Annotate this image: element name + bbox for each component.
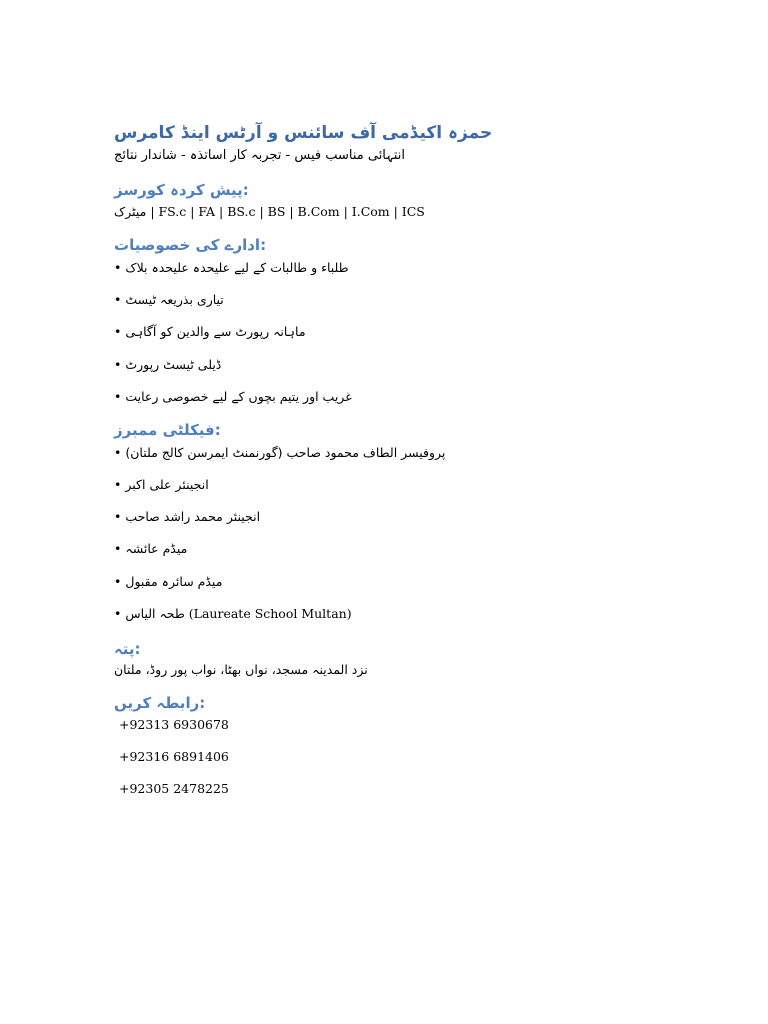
- feature-item: [114, 389, 352, 404]
- address-heading: پتہ:: [114, 640, 141, 658]
- feature-item: [114, 260, 349, 275]
- tagline: انتہائی مناسب فیس - تجربہ کار اساتذہ - شاندار نتائج: [114, 148, 406, 163]
- feature-item-text: طلباء و طالبات کے لیے علیحدہ علیحدہ بلاک: [125, 260, 349, 275]
- bullet-icon: •: [114, 445, 122, 460]
- bullet-icon: •: [114, 477, 122, 492]
- faculty-item: [114, 541, 187, 556]
- feature-item: [114, 357, 221, 372]
- phone-number: +92316 6891406: [119, 749, 229, 764]
- bullet-icon: •: [114, 541, 122, 556]
- faculty-item: [114, 606, 352, 621]
- bullet-icon: •: [114, 509, 122, 524]
- feature-item-text: ڈیلی ٹیسٹ رپورٹ: [125, 357, 222, 372]
- faculty-item: [114, 509, 260, 524]
- feature-item: [114, 292, 224, 307]
- faculty-item: [114, 477, 209, 492]
- faculty-item: [114, 445, 445, 460]
- faculty-item-text: انجینئر محمد راشد صاحب: [125, 509, 261, 524]
- courses-list: | FS.c | FA | BS.c | BS | B.Com | I.Com | ICS: [150, 204, 425, 219]
- bullet-icon: •: [114, 324, 122, 339]
- faculty-item-text: طحہ الیاس: [125, 606, 185, 621]
- courses-prefix: میٹرک: [114, 204, 147, 219]
- feature-item-text: ماہانہ رپورٹ سے والدین کو آگاہی: [125, 324, 306, 339]
- faculty-item-text: انجینئر علی اکبر: [125, 477, 209, 492]
- courses-heading: پیش کردہ کورسز:: [114, 181, 249, 199]
- features-heading: ادارے کی خصوصیات:: [114, 236, 267, 254]
- contact-heading: رابطہ کریں:: [114, 694, 206, 712]
- bullet-icon: •: [114, 292, 122, 307]
- feature-item-text: غریب اور یتیم بچوں کے لیے خصوصی رعایت: [125, 389, 352, 404]
- courses-line: [114, 204, 425, 219]
- faculty-item-text: میڈم عائشہ: [125, 541, 188, 556]
- bullet-icon: •: [114, 260, 122, 275]
- bullet-icon: •: [114, 574, 122, 589]
- faculty-item-text: پروفیسر الطاف محمود صاحب (گورنمنٹ ایمرسن کالج ملتان): [125, 445, 446, 460]
- address-text: نزد المدینہ مسجد، نواں بھٹا، نواب پور روڈ، ملتان: [114, 662, 368, 677]
- faculty-item: [114, 574, 222, 589]
- feature-item-text: تیاری بذریعہ ٹیسٹ: [125, 292, 224, 307]
- phone-number: +92313 6930678: [119, 717, 229, 732]
- faculty-school: (Laureate School Multan): [188, 606, 352, 621]
- bullet-icon: •: [114, 357, 122, 372]
- faculty-heading: فیکلٹی ممبرز:: [114, 421, 221, 439]
- bullet-icon: •: [114, 389, 122, 404]
- feature-item: [114, 324, 306, 339]
- faculty-item-text: میڈم سائرہ مقبول: [125, 574, 223, 589]
- phone-number: +92305 2478225: [119, 781, 229, 796]
- document-title: حمزہ اکیڈمی آف سائنس و آرٹس اینڈ کامرس: [114, 123, 493, 143]
- bullet-icon: •: [114, 606, 122, 621]
